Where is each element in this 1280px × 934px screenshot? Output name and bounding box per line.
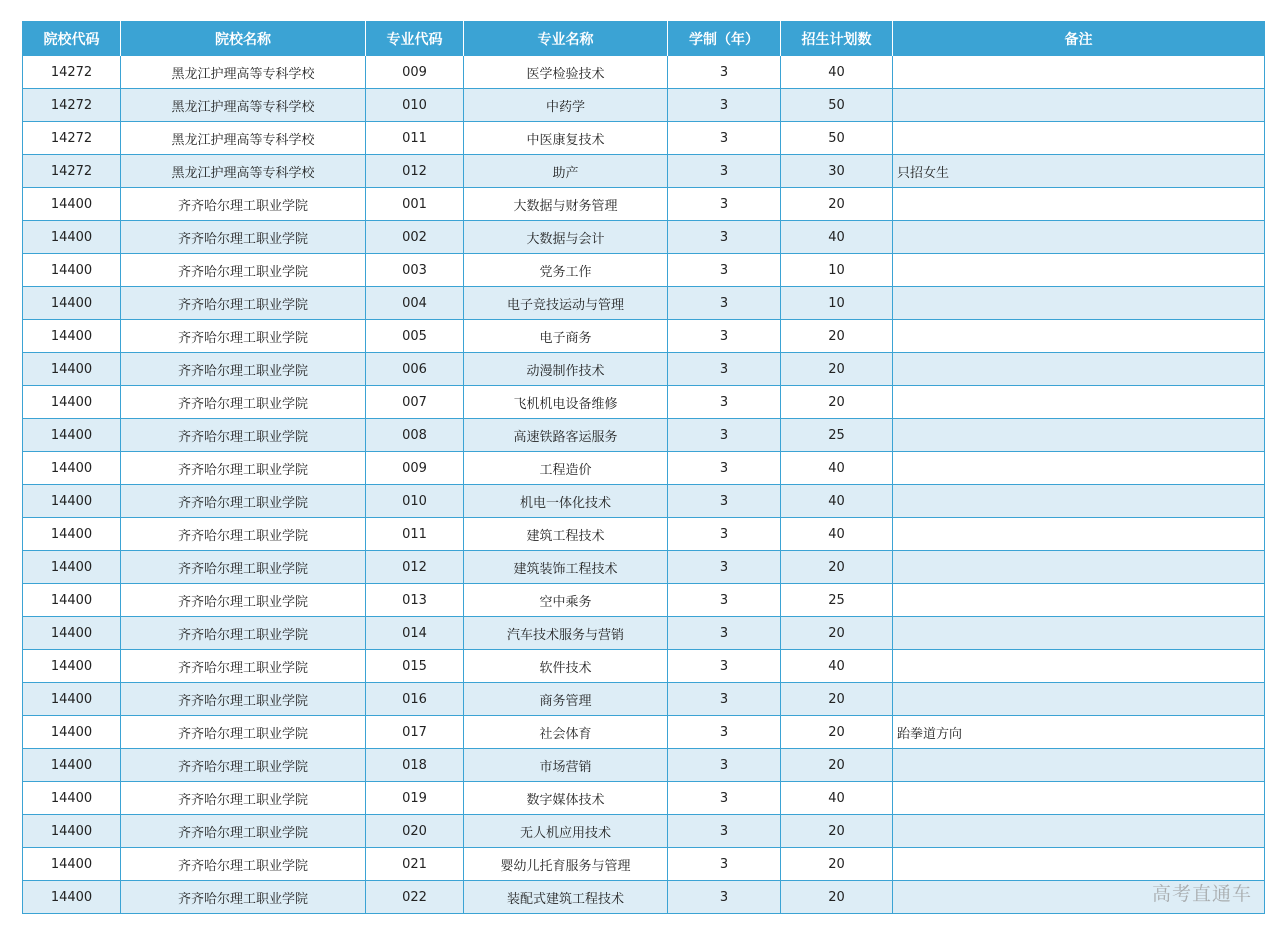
major-code-cell: 016 xyxy=(366,683,464,716)
major-code-cell: 009 xyxy=(366,452,464,485)
school-code-cell: 14400 xyxy=(23,749,121,782)
school-code-cell: 14400 xyxy=(23,386,121,419)
major-name-cell: 建筑工程技术 xyxy=(464,518,668,551)
table-row xyxy=(23,221,1265,254)
major-name-cell: 商务管理 xyxy=(464,683,668,716)
major-code-cell: 018 xyxy=(366,749,464,782)
major-name-cell: 软件技术 xyxy=(464,650,668,683)
duration-cell: 3 xyxy=(668,683,781,716)
school-code-cell: 14400 xyxy=(23,683,121,716)
column-header-major-name: 专业名称 xyxy=(464,22,668,56)
major-code-cell: 014 xyxy=(366,617,464,650)
remarks-cell xyxy=(893,353,1265,386)
table-row xyxy=(23,749,1265,782)
major-code-cell: 015 xyxy=(366,650,464,683)
major-code-cell: 009 xyxy=(366,56,464,89)
school-name-cell: 齐齐哈尔理工职业学院 xyxy=(121,749,366,782)
duration-cell: 3 xyxy=(668,353,781,386)
duration-cell: 3 xyxy=(668,650,781,683)
enrollment-plan-cell: 40 xyxy=(781,452,893,485)
enrollment-plan-cell: 40 xyxy=(781,650,893,683)
duration-cell: 3 xyxy=(668,617,781,650)
major-name-cell: 飞机机电设备维修 xyxy=(464,386,668,419)
enrollment-plan-cell: 20 xyxy=(781,716,893,749)
table-row xyxy=(23,452,1265,485)
table-row xyxy=(23,716,1265,749)
major-name-cell: 大数据与会计 xyxy=(464,221,668,254)
school-name-cell: 齐齐哈尔理工职业学院 xyxy=(121,254,366,287)
school-name-cell: 黑龙江护理高等专科学校 xyxy=(121,89,366,122)
duration-cell: 3 xyxy=(668,551,781,584)
remarks-cell xyxy=(893,551,1265,584)
major-name-cell: 数字媒体技术 xyxy=(464,782,668,815)
school-name-cell: 齐齐哈尔理工职业学院 xyxy=(121,485,366,518)
column-header-school-name: 院校名称 xyxy=(121,22,366,56)
major-name-cell: 婴幼儿托育服务与管理 xyxy=(464,848,668,881)
enrollment-plan-cell: 20 xyxy=(781,353,893,386)
school-name-cell: 黑龙江护理高等专科学校 xyxy=(121,122,366,155)
enrollment-plan-cell: 40 xyxy=(781,56,893,89)
enrollment-plan-cell: 50 xyxy=(781,122,893,155)
remarks-cell xyxy=(893,683,1265,716)
school-name-cell: 齐齐哈尔理工职业学院 xyxy=(121,716,366,749)
remarks-cell xyxy=(893,650,1265,683)
school-name-cell: 齐齐哈尔理工职业学院 xyxy=(121,287,366,320)
school-code-cell: 14400 xyxy=(23,848,121,881)
major-code-cell: 011 xyxy=(366,518,464,551)
column-header-duration: 学制（年） xyxy=(668,22,781,56)
school-name-cell: 齐齐哈尔理工职业学院 xyxy=(121,650,366,683)
admissions-table xyxy=(22,21,1265,914)
school-code-cell: 14400 xyxy=(23,650,121,683)
school-name-cell: 齐齐哈尔理工职业学院 xyxy=(121,848,366,881)
major-code-cell: 002 xyxy=(366,221,464,254)
remarks-cell: 只招女生 xyxy=(893,155,1265,188)
table-row xyxy=(23,320,1265,353)
remarks-cell xyxy=(893,56,1265,89)
duration-cell: 3 xyxy=(668,518,781,551)
enrollment-plan-cell: 40 xyxy=(781,518,893,551)
school-code-cell: 14272 xyxy=(23,89,121,122)
duration-cell: 3 xyxy=(668,89,781,122)
major-code-cell: 004 xyxy=(366,287,464,320)
column-header-major-code: 专业代码 xyxy=(366,22,464,56)
remarks-cell xyxy=(893,617,1265,650)
school-name-cell: 齐齐哈尔理工职业学院 xyxy=(121,584,366,617)
major-name-cell: 装配式建筑工程技术 xyxy=(464,881,668,914)
remarks-cell xyxy=(893,287,1265,320)
enrollment-plan-cell: 40 xyxy=(781,782,893,815)
school-code-cell: 14400 xyxy=(23,881,121,914)
major-code-cell: 012 xyxy=(366,155,464,188)
remarks-cell xyxy=(893,782,1265,815)
remarks-cell xyxy=(893,188,1265,221)
enrollment-plan-cell: 10 xyxy=(781,287,893,320)
school-name-cell: 齐齐哈尔理工职业学院 xyxy=(121,188,366,221)
table-row xyxy=(23,89,1265,122)
table-row xyxy=(23,848,1265,881)
enrollment-plan-cell: 40 xyxy=(781,485,893,518)
duration-cell: 3 xyxy=(668,419,781,452)
table-row xyxy=(23,650,1265,683)
table-header xyxy=(23,22,1265,56)
school-code-cell: 14400 xyxy=(23,617,121,650)
major-name-cell: 高速铁路客运服务 xyxy=(464,419,668,452)
school-name-cell: 齐齐哈尔理工职业学院 xyxy=(121,518,366,551)
school-code-cell: 14400 xyxy=(23,716,121,749)
table-row xyxy=(23,155,1265,188)
school-name-cell: 齐齐哈尔理工职业学院 xyxy=(121,419,366,452)
duration-cell: 3 xyxy=(668,584,781,617)
school-code-cell: 14400 xyxy=(23,287,121,320)
major-code-cell: 020 xyxy=(366,815,464,848)
enrollment-plan-cell: 50 xyxy=(781,89,893,122)
school-name-cell: 齐齐哈尔理工职业学院 xyxy=(121,551,366,584)
table-row xyxy=(23,254,1265,287)
duration-cell: 3 xyxy=(668,221,781,254)
enrollment-plan-cell: 20 xyxy=(781,617,893,650)
remarks-cell xyxy=(893,221,1265,254)
major-name-cell: 汽车技术服务与营销 xyxy=(464,617,668,650)
remarks-cell xyxy=(893,518,1265,551)
duration-cell: 3 xyxy=(668,452,781,485)
duration-cell: 3 xyxy=(668,881,781,914)
school-code-cell: 14400 xyxy=(23,254,121,287)
remarks-cell xyxy=(893,848,1265,881)
major-name-cell: 无人机应用技术 xyxy=(464,815,668,848)
school-name-cell: 黑龙江护理高等专科学校 xyxy=(121,56,366,89)
remarks-cell: 跆拳道方向 xyxy=(893,716,1265,749)
duration-cell: 3 xyxy=(668,386,781,419)
school-code-cell: 14400 xyxy=(23,782,121,815)
school-name-cell: 齐齐哈尔理工职业学院 xyxy=(121,353,366,386)
major-code-cell: 005 xyxy=(366,320,464,353)
enrollment-plan-cell: 20 xyxy=(781,320,893,353)
table-row xyxy=(23,386,1265,419)
remarks-cell xyxy=(893,89,1265,122)
enrollment-plan-cell: 20 xyxy=(781,749,893,782)
major-code-cell: 006 xyxy=(366,353,464,386)
major-name-cell: 动漫制作技术 xyxy=(464,353,668,386)
enrollment-plan-cell: 30 xyxy=(781,155,893,188)
table-row xyxy=(23,485,1265,518)
duration-cell: 3 xyxy=(668,782,781,815)
enrollment-plan-cell: 20 xyxy=(781,683,893,716)
school-code-cell: 14400 xyxy=(23,221,121,254)
table-row xyxy=(23,683,1265,716)
enrollment-plan-cell: 10 xyxy=(781,254,893,287)
table-row xyxy=(23,518,1265,551)
school-code-cell: 14400 xyxy=(23,320,121,353)
table-row xyxy=(23,584,1265,617)
school-name-cell: 齐齐哈尔理工职业学院 xyxy=(121,221,366,254)
major-name-cell: 大数据与财务管理 xyxy=(464,188,668,221)
major-code-cell: 017 xyxy=(366,716,464,749)
table-body xyxy=(23,56,1265,914)
major-code-cell: 001 xyxy=(366,188,464,221)
table-row xyxy=(23,551,1265,584)
school-code-cell: 14400 xyxy=(23,518,121,551)
remarks-cell xyxy=(893,254,1265,287)
enrollment-plan-cell: 20 xyxy=(781,386,893,419)
remarks-cell xyxy=(893,452,1265,485)
enrollment-plan-cell: 25 xyxy=(781,419,893,452)
table-row xyxy=(23,419,1265,452)
school-code-cell: 14272 xyxy=(23,122,121,155)
major-name-cell: 党务工作 xyxy=(464,254,668,287)
major-name-cell: 中医康复技术 xyxy=(464,122,668,155)
duration-cell: 3 xyxy=(668,485,781,518)
major-name-cell: 电子竞技运动与管理 xyxy=(464,287,668,320)
remarks-cell xyxy=(893,815,1265,848)
school-name-cell: 齐齐哈尔理工职业学院 xyxy=(121,452,366,485)
enrollment-plan-cell: 20 xyxy=(781,848,893,881)
major-code-cell: 010 xyxy=(366,485,464,518)
major-name-cell: 中药学 xyxy=(464,89,668,122)
major-name-cell: 助产 xyxy=(464,155,668,188)
duration-cell: 3 xyxy=(668,122,781,155)
major-name-cell: 市场营销 xyxy=(464,749,668,782)
school-code-cell: 14400 xyxy=(23,419,121,452)
table-row xyxy=(23,56,1265,89)
school-name-cell: 齐齐哈尔理工职业学院 xyxy=(121,881,366,914)
remarks-cell xyxy=(893,386,1265,419)
duration-cell: 3 xyxy=(668,155,781,188)
school-code-cell: 14272 xyxy=(23,56,121,89)
enrollment-plan-cell: 20 xyxy=(781,881,893,914)
major-code-cell: 007 xyxy=(366,386,464,419)
column-header-school-code: 院校代码 xyxy=(23,22,121,56)
duration-cell: 3 xyxy=(668,815,781,848)
table-row xyxy=(23,617,1265,650)
school-code-cell: 14400 xyxy=(23,188,121,221)
school-name-cell: 齐齐哈尔理工职业学院 xyxy=(121,617,366,650)
enrollment-plan-cell: 20 xyxy=(781,551,893,584)
major-name-cell: 机电一体化技术 xyxy=(464,485,668,518)
school-code-cell: 14400 xyxy=(23,584,121,617)
school-name-cell: 黑龙江护理高等专科学校 xyxy=(121,155,366,188)
table-row xyxy=(23,881,1265,914)
major-name-cell: 医学检验技术 xyxy=(464,56,668,89)
school-name-cell: 齐齐哈尔理工职业学院 xyxy=(121,815,366,848)
major-code-cell: 012 xyxy=(366,551,464,584)
duration-cell: 3 xyxy=(668,749,781,782)
table-row xyxy=(23,188,1265,221)
duration-cell: 3 xyxy=(668,287,781,320)
duration-cell: 3 xyxy=(668,188,781,221)
school-name-cell: 齐齐哈尔理工职业学院 xyxy=(121,683,366,716)
table-row xyxy=(23,353,1265,386)
remarks-cell xyxy=(893,122,1265,155)
table-row xyxy=(23,287,1265,320)
enrollment-plan-cell: 40 xyxy=(781,221,893,254)
watermark: 高考直通车 xyxy=(1151,883,1252,905)
duration-cell: 3 xyxy=(668,848,781,881)
header-row xyxy=(23,22,1265,56)
school-code-cell: 14400 xyxy=(23,485,121,518)
school-code-cell: 14400 xyxy=(23,551,121,584)
duration-cell: 3 xyxy=(668,716,781,749)
school-name-cell: 齐齐哈尔理工职业学院 xyxy=(121,386,366,419)
major-code-cell: 022 xyxy=(366,881,464,914)
major-code-cell: 021 xyxy=(366,848,464,881)
duration-cell: 3 xyxy=(668,56,781,89)
major-name-cell: 空中乘务 xyxy=(464,584,668,617)
duration-cell: 3 xyxy=(668,320,781,353)
duration-cell: 3 xyxy=(668,254,781,287)
remarks-cell xyxy=(893,320,1265,353)
major-name-cell: 电子商务 xyxy=(464,320,668,353)
enrollment-plan-cell: 25 xyxy=(781,584,893,617)
remarks-cell xyxy=(893,749,1265,782)
school-code-cell: 14400 xyxy=(23,815,121,848)
major-name-cell: 建筑装饰工程技术 xyxy=(464,551,668,584)
major-code-cell: 010 xyxy=(366,89,464,122)
table-row xyxy=(23,782,1265,815)
remarks-cell xyxy=(893,485,1265,518)
school-code-cell: 14400 xyxy=(23,452,121,485)
major-code-cell: 008 xyxy=(366,419,464,452)
table-row xyxy=(23,815,1265,848)
school-code-cell: 14272 xyxy=(23,155,121,188)
major-code-cell: 013 xyxy=(366,584,464,617)
school-code-cell: 14400 xyxy=(23,353,121,386)
major-code-cell: 019 xyxy=(366,782,464,815)
school-name-cell: 齐齐哈尔理工职业学院 xyxy=(121,320,366,353)
major-code-cell: 003 xyxy=(366,254,464,287)
remarks-cell xyxy=(893,584,1265,617)
school-name-cell: 齐齐哈尔理工职业学院 xyxy=(121,782,366,815)
column-header-enrollment-plan: 招生计划数 xyxy=(781,22,893,56)
remarks-cell xyxy=(893,419,1265,452)
table-row xyxy=(23,122,1265,155)
major-name-cell: 工程造价 xyxy=(464,452,668,485)
major-code-cell: 011 xyxy=(366,122,464,155)
major-name-cell: 社会体育 xyxy=(464,716,668,749)
column-header-remarks: 备注 xyxy=(893,22,1265,56)
enrollment-plan-cell: 20 xyxy=(781,188,893,221)
enrollment-plan-cell: 20 xyxy=(781,815,893,848)
